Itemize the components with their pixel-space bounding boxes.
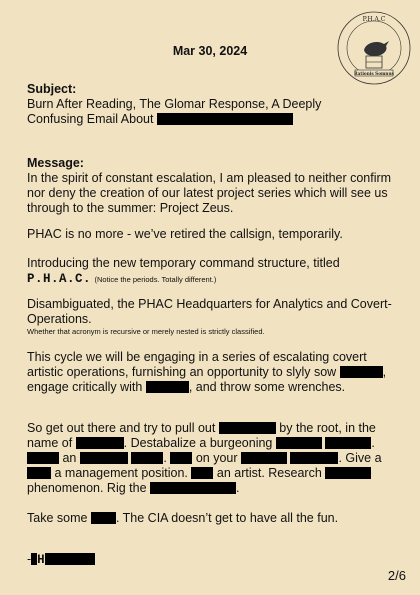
paragraph-3	[27, 256, 397, 287]
paragraph-5	[27, 350, 397, 395]
redaction-bar	[45, 553, 95, 565]
redaction-bar	[157, 113, 293, 125]
redaction-bar	[325, 437, 371, 449]
paragraph-4-note: Whether that acronym is recursive or merely nested is strictly classified.	[27, 327, 265, 336]
subject-line-2	[27, 112, 397, 127]
paragraph-6-text-g: on your	[195, 451, 238, 465]
redaction-bar	[276, 437, 322, 449]
subject-line-2-text: Confusing Email About	[27, 112, 154, 126]
paragraph-1: In the spirit of constant escalation, I am pleased to neither confirm nor deny the creation of our latest project series which will see us through to the summer: Project Zeus.	[27, 171, 392, 215]
subject-label: Subject:	[27, 82, 77, 96]
paragraph-4	[27, 297, 397, 337]
paragraph-5-text-c: , and throw some wrenches.	[188, 380, 346, 394]
subject-section	[27, 82, 397, 127]
signature-dash: -	[27, 552, 32, 566]
paragraph-6-text-b: by the root, in the name of	[27, 421, 376, 450]
paragraph-6-text-l: .	[236, 481, 240, 495]
paragraph-5-text-a: This cycle we will be engaging in a series of escalating covert artistic operations, furnishing an opportunity to slyly sow	[27, 350, 367, 379]
redaction-bar	[170, 452, 192, 464]
redaction-bar	[290, 452, 338, 464]
paragraph-2: PHAC is no more - we’ve retired the callsign, temporarily.	[27, 227, 343, 241]
signature-initial: H	[37, 553, 46, 567]
signature	[27, 552, 397, 568]
paragraph-3-intro: Introducing the new temporary command structure, titled	[27, 256, 340, 270]
paragraph-7-text-a: Take some	[27, 511, 88, 525]
paragraph-4-text: Disambiguated, the PHAC Headquarters for Analytics and Covert-Operations.	[27, 297, 392, 326]
paragraph-6-text-h: . Give a	[338, 451, 382, 465]
redaction-bar	[27, 467, 51, 479]
redaction-bar	[219, 422, 276, 434]
command-structure-name: P.H.A.C.	[27, 272, 92, 286]
redaction-bar	[150, 482, 236, 494]
redaction-bar	[131, 452, 163, 464]
redaction-bar	[76, 437, 124, 449]
redaction-bar	[241, 452, 287, 464]
redaction-bar	[191, 467, 213, 479]
redaction-bar	[27, 452, 59, 464]
message-label: Message:	[27, 156, 84, 170]
message-section	[27, 156, 397, 216]
seal-top-text: P.H.A.C	[362, 16, 386, 23]
command-structure-note: (Notice the periods. Totally different.)	[94, 275, 217, 284]
paragraph-6-text-f: .	[163, 451, 167, 465]
paragraph-6-text-c: . Destabalize a burgeoning	[123, 436, 273, 450]
redaction-bar	[91, 512, 116, 524]
paragraph-6	[27, 421, 397, 496]
paragraph-5-text-b: , engage critically with	[27, 365, 387, 394]
redaction-bar	[340, 366, 383, 378]
redaction-bar	[80, 452, 128, 464]
paragraph-6-text-d: .	[371, 436, 375, 450]
paragraph-6-text-e: an	[62, 451, 77, 465]
paragraph-6-text-a: So get out there and try to pull out	[27, 421, 216, 435]
document-date: Mar 30, 2024	[172, 44, 248, 58]
seal-bottom-text: Rationis Somnus	[354, 70, 394, 76]
paragraph-6-text-j: an artist. Research	[216, 466, 322, 480]
redaction-bar	[146, 381, 189, 393]
redaction-bar	[325, 467, 371, 479]
paragraph-7-text-b: . The CIA doesn’t get to have all the fun.	[115, 511, 339, 525]
page-number: 2/6	[387, 568, 406, 583]
paragraph-7	[27, 511, 397, 526]
paragraph-6-text-i: a management position.	[54, 466, 188, 480]
subject-line-1: Burn After Reading, The Glomar Response, A Deeply	[27, 97, 322, 111]
paragraph-6-text-k: phenomenon. Rig the	[27, 481, 147, 495]
